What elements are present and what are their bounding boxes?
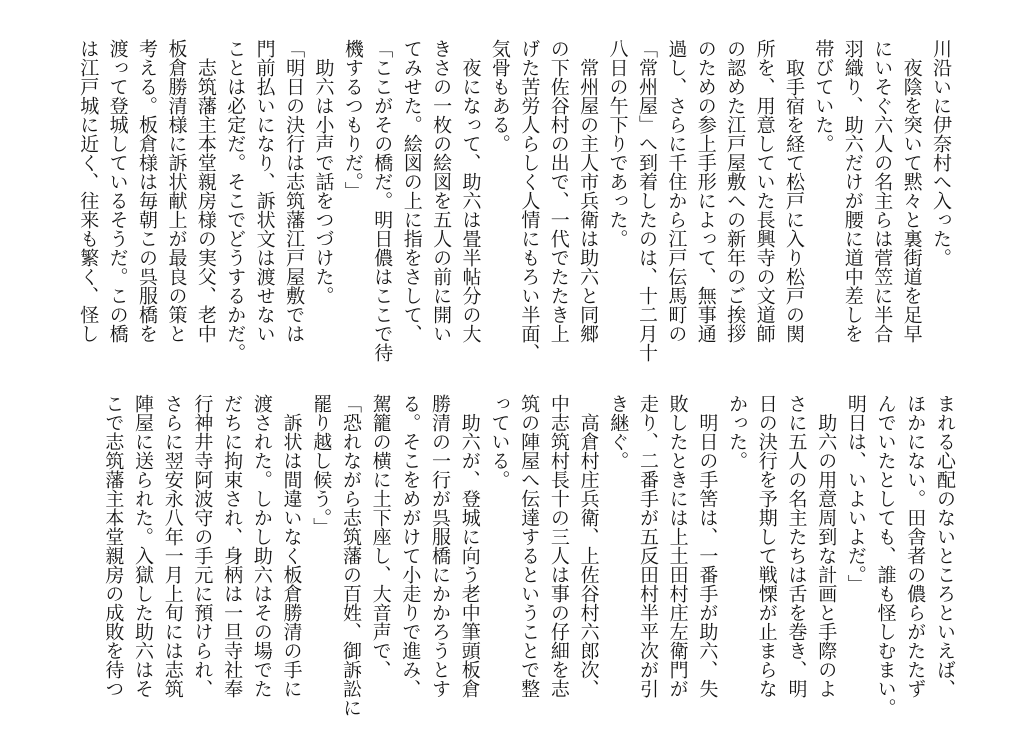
text-column: 夜陰を突いて黙々と裏街道を足早 [900,39,923,343]
text-column: 羽織り、助六だけが腰に道中差しを [841,39,864,343]
text-column: 所を、用意していた長興寺の文道師 [753,39,776,343]
text-column: 筑の陣屋へ伝達するということで整 [518,394,541,698]
text-column: 訴状は間違いなく板倉勝清の手に [280,394,303,698]
text-column: 勝清の一行が呉服橋にかかろうとす [429,394,452,698]
lower-text-block [98,394,959,734]
text-column: 八日の午下りであった。 [606,39,629,248]
text-column: 陣屋に送られた。入獄した助六はそ [132,394,155,698]
text-column: こで志筑藩主本堂親房の成敗を待つ [102,394,125,698]
text-column: 日の決行を予期して戦慄が止まらな [755,394,778,698]
text-column: 夜になって、助六は畳半帖分の大 [459,39,482,343]
text-column: さらに翌安永八年一月上旬には志筑 [161,394,184,698]
text-column: 「明日の決行は志筑藩江戸屋敷では [283,39,306,343]
text-column: 罷り越し候う。」 [310,394,333,537]
text-column: き継ぐ。 [607,394,630,470]
text-column: 過し、さらに千住から江戸伝馬町の [665,39,688,343]
text-column: だちに拘束され、身柄は一旦寺社奉 [221,394,244,698]
text-column: 渡って登城しているそうだ。この橋 [106,39,129,343]
text-column: 川沿いに伊奈村へ入った。 [930,39,952,267]
text-column: げた苦労人らしく人情にもろい半面、 [518,39,541,362]
text-column: さに五人の名主たちは舌を巻き、明 [785,394,808,698]
text-column: 志筑藩主本堂親房様の実父、老中 [194,39,217,343]
text-column: ほかにない。田舎者の儂らがたたず [904,394,927,698]
text-column: っている。 [488,394,511,489]
text-column: 気骨もある。 [488,39,511,153]
text-column: 助六は小声で話をつづけた。 [312,39,335,305]
text-column: の下佐谷村の出で、一代でたたき上 [547,39,570,343]
text-column: 取手宿を経て松戸に入り松戸の関 [782,39,805,343]
text-column: 「常州屋」へ到着したのは、十二月十 [635,39,658,362]
text-column: 考える。板倉様は毎朝この呉服橋を [136,39,159,343]
text-column: 明日は、いよいよだ。」 [844,394,867,594]
text-column: 行神井寺阿波守の手元に預けられ、 [191,394,214,698]
text-column: 「恐れながら志筑藩の百姓、御訴訟に [339,394,362,717]
text-column: ことは必定だ。そこでどうするかだ。 [224,39,247,362]
text-column: 中志筑村長十の三人は事の仔細を志 [547,394,570,698]
text-column: まれる心配のないところといえば、 [934,394,956,698]
text-column: てみせた。絵図の上に指をさして、 [400,39,423,343]
text-column: んでいたとしても、誰も怪しむまい。 [874,394,897,717]
text-column: 走り、二番手が五反田村半平次が引 [636,394,659,698]
text-column: 門前払いになり、訴状文は渡せない [253,39,276,343]
text-column: の認めた江戸屋敷への新年のご挨拶 [724,39,747,343]
text-column: 機するつもりだ。」 [341,39,364,201]
text-column: かった。 [726,394,749,470]
text-column: る。そこをめがけて小走りで進み、 [399,394,422,698]
text-column: 「ここがその橋だ。明日儂はここで待 [371,39,394,362]
text-column: きさの一枚の絵図を五人の前に開い [430,39,453,343]
text-column: にいそぐ六人の名主らは菅笠に半合 [871,39,894,343]
text-column: 高倉村庄兵衛、上佐谷村六郎次、 [577,394,600,698]
upper-text-block [73,39,955,379]
text-column: のための参上手形によって、無事通 [694,39,717,343]
text-column: 敗したときには上土田村庄左衛門が [666,394,689,698]
text-column: 明日の手筈は、一番手が助六、失 [696,394,719,698]
text-column: 助六が、登城に向う老中筆頭板倉 [458,394,481,698]
text-column: 帯びていた。 [812,39,835,153]
text-column: 渡された。しかし助六はその場でた [250,394,273,698]
text-column: 板倉勝清様に訴状献上が最良の策と [165,39,188,343]
text-column: 駕籠の横に土下座し、大音声で、 [369,394,392,679]
text-column: は江戸城に近く、往来も繁く、怪し [77,39,100,343]
text-column: 常州屋の主人市兵衛は助六と同郷 [577,39,600,343]
text-column: 助六の用意周到な計画と手際のよ [815,394,838,698]
